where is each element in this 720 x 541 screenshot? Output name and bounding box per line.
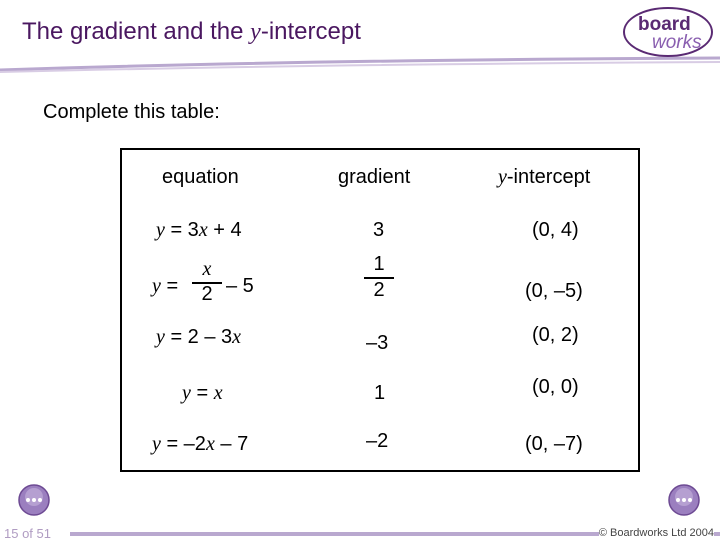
eq-op: = [190, 382, 214, 404]
equation-row-4 [182, 382, 223, 405]
previous-button[interactable] [16, 482, 52, 518]
header-intercept-var: y [498, 166, 507, 188]
copyright-text: © Boardworks Ltd 2004 [598, 527, 714, 539]
title-underline [0, 56, 720, 76]
equation-row-2 [152, 275, 178, 298]
fraction-numerator: 1 [373, 253, 385, 275]
eq-y: y [156, 219, 165, 241]
gradient-row-2-fraction [364, 253, 394, 302]
gradient-row-5: –2 [366, 430, 389, 452]
header-intercept [498, 166, 590, 189]
eq-y: y [152, 433, 161, 455]
header-equation: equation [162, 166, 239, 188]
fraction-numerator: x [202, 258, 212, 280]
eq-x: x [232, 326, 242, 348]
eq-op: = 2 – 3 [164, 326, 233, 348]
gradient-row-3: –3 [366, 332, 389, 354]
logo-top-text: board [638, 14, 691, 35]
equation-row-2-fraction [192, 258, 222, 306]
eq-op: = 3 [164, 219, 199, 241]
fraction-denominator: 2 [201, 283, 213, 305]
equation-row-3 [156, 326, 241, 349]
intercept-row-1: (0, 4) [532, 219, 579, 241]
intercept-row-3: (0, 2) [532, 324, 579, 346]
equation-row-1 [156, 219, 242, 242]
fraction-denominator: 2 [373, 279, 385, 301]
title-text-end: -intercept [260, 18, 361, 45]
page-number: 15 of 51 [4, 526, 51, 541]
intercept-row-2: (0, –5) [525, 280, 583, 302]
header-gradient: gradient [338, 166, 411, 188]
eq-y: y [182, 382, 191, 404]
header-intercept-label: -intercept [506, 166, 591, 188]
title-variable: y [250, 19, 261, 45]
eq-x: x [205, 433, 215, 455]
logo-bottom-text: works [652, 32, 702, 53]
gradient-row-1: 3 [373, 219, 385, 241]
equation-row-2-rest: – 5 [226, 275, 254, 297]
eq-op: = –2 [160, 433, 206, 455]
intercept-row-5: (0, –7) [525, 433, 583, 455]
previous-arrow-icon [26, 498, 42, 502]
slide-title [22, 18, 361, 46]
instruction-text: Complete this table: [43, 101, 220, 123]
answer-table [120, 148, 640, 472]
intercept-row-4: (0, 0) [532, 376, 579, 398]
eq-x: x [198, 219, 208, 241]
eq-y: y [156, 326, 165, 348]
eq-op: = [160, 275, 179, 297]
eq-y: y [152, 275, 161, 297]
eq-rest: – 7 [214, 433, 249, 455]
eq-x: x [213, 382, 223, 404]
eq-rest: + 4 [207, 219, 242, 241]
equation-row-5 [152, 433, 248, 456]
next-arrow-icon [676, 498, 692, 502]
title-text: The gradient and the [22, 18, 251, 45]
boardworks-logo [622, 4, 718, 60]
next-button[interactable] [666, 482, 702, 518]
gradient-row-4: 1 [374, 382, 386, 404]
